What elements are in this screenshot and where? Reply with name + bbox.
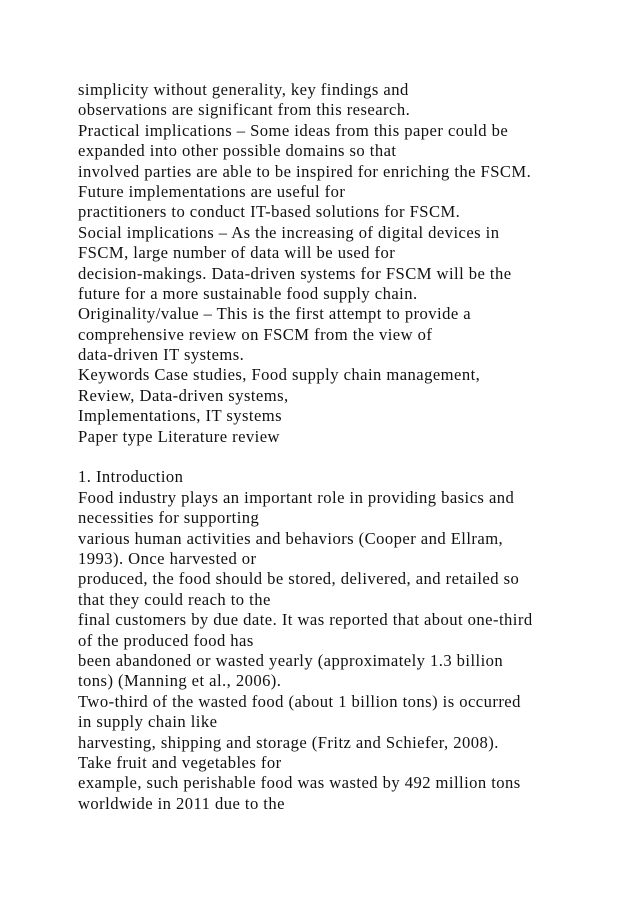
text-line: tons) (Manning et al., 2006). — [78, 671, 282, 691]
text-line: involved parties are able to be inspired for enriching the FSCM. — [78, 161, 532, 181]
text-line: FSCM, large number of data will be used for — [78, 243, 396, 263]
text-line: Social implications – As the increasing of digital devices in — [78, 222, 500, 242]
text-line: Future implementations are useful for — [78, 181, 346, 201]
text-line: decision-makings. Data-driven systems for FSCM will be the — [78, 263, 512, 283]
text-line: Practical implications – Some ideas from this paper could be — [78, 120, 509, 140]
text-line: Take fruit and vegetables for — [78, 752, 282, 772]
text-line: expanded into other possible domains so that — [78, 141, 397, 161]
text-line: 1993). Once harvested or — [78, 548, 257, 568]
text-line: various human activities and behaviors (Cooper and Ellram, — [78, 528, 504, 548]
text-line: Originality/value – This is the first attempt to provide a — [78, 304, 472, 324]
text-line: observations are significant from this research. — [78, 100, 411, 120]
text-line: future for a more sustainable food supply chain. — [78, 283, 418, 303]
text-line: simplicity without generality, key findings and — [78, 80, 409, 99]
text-line: data-driven IT systems. — [78, 345, 245, 365]
text-line: in supply chain like — [78, 712, 218, 732]
text-line: Food industry plays an important role in providing basics and — [78, 487, 515, 507]
text-line: comprehensive review on FSCM from the view of — [78, 324, 433, 344]
text-line: worldwide in 2011 due to the — [78, 793, 285, 813]
text-line: that they could reach to the — [78, 589, 271, 609]
text-line: necessities for supporting — [78, 508, 260, 528]
body-text — [78, 80, 618, 814]
text-line: produced, the food should be stored, delivered, and retailed so — [78, 569, 520, 589]
text-line: Review, Data-driven systems, — [78, 385, 289, 405]
text-line: of the produced food has — [78, 630, 254, 650]
blank-line — [78, 447, 618, 467]
text-line: harvesting, shipping and storage (Fritz and Schiefer, 2008). — [78, 732, 499, 752]
text-line: 1. Introduction — [78, 467, 184, 487]
text-line: practitioners to conduct IT-based solutions for FSCM. — [78, 202, 461, 222]
text-line: Paper type Literature review — [78, 426, 280, 446]
text-line: Two-third of the wasted food (about 1 billion tons) is occurred — [78, 691, 521, 711]
text-line: been abandoned or wasted yearly (approximately 1.3 billion — [78, 650, 504, 670]
text-line: final customers by due date. It was reported that about one-third — [78, 610, 533, 630]
text-line: Keywords Case studies, Food supply chain management, — [78, 365, 481, 385]
text-line: example, such perishable food was wasted by 492 million tons — [78, 773, 521, 793]
text-line: Implementations, IT systems — [78, 406, 283, 426]
